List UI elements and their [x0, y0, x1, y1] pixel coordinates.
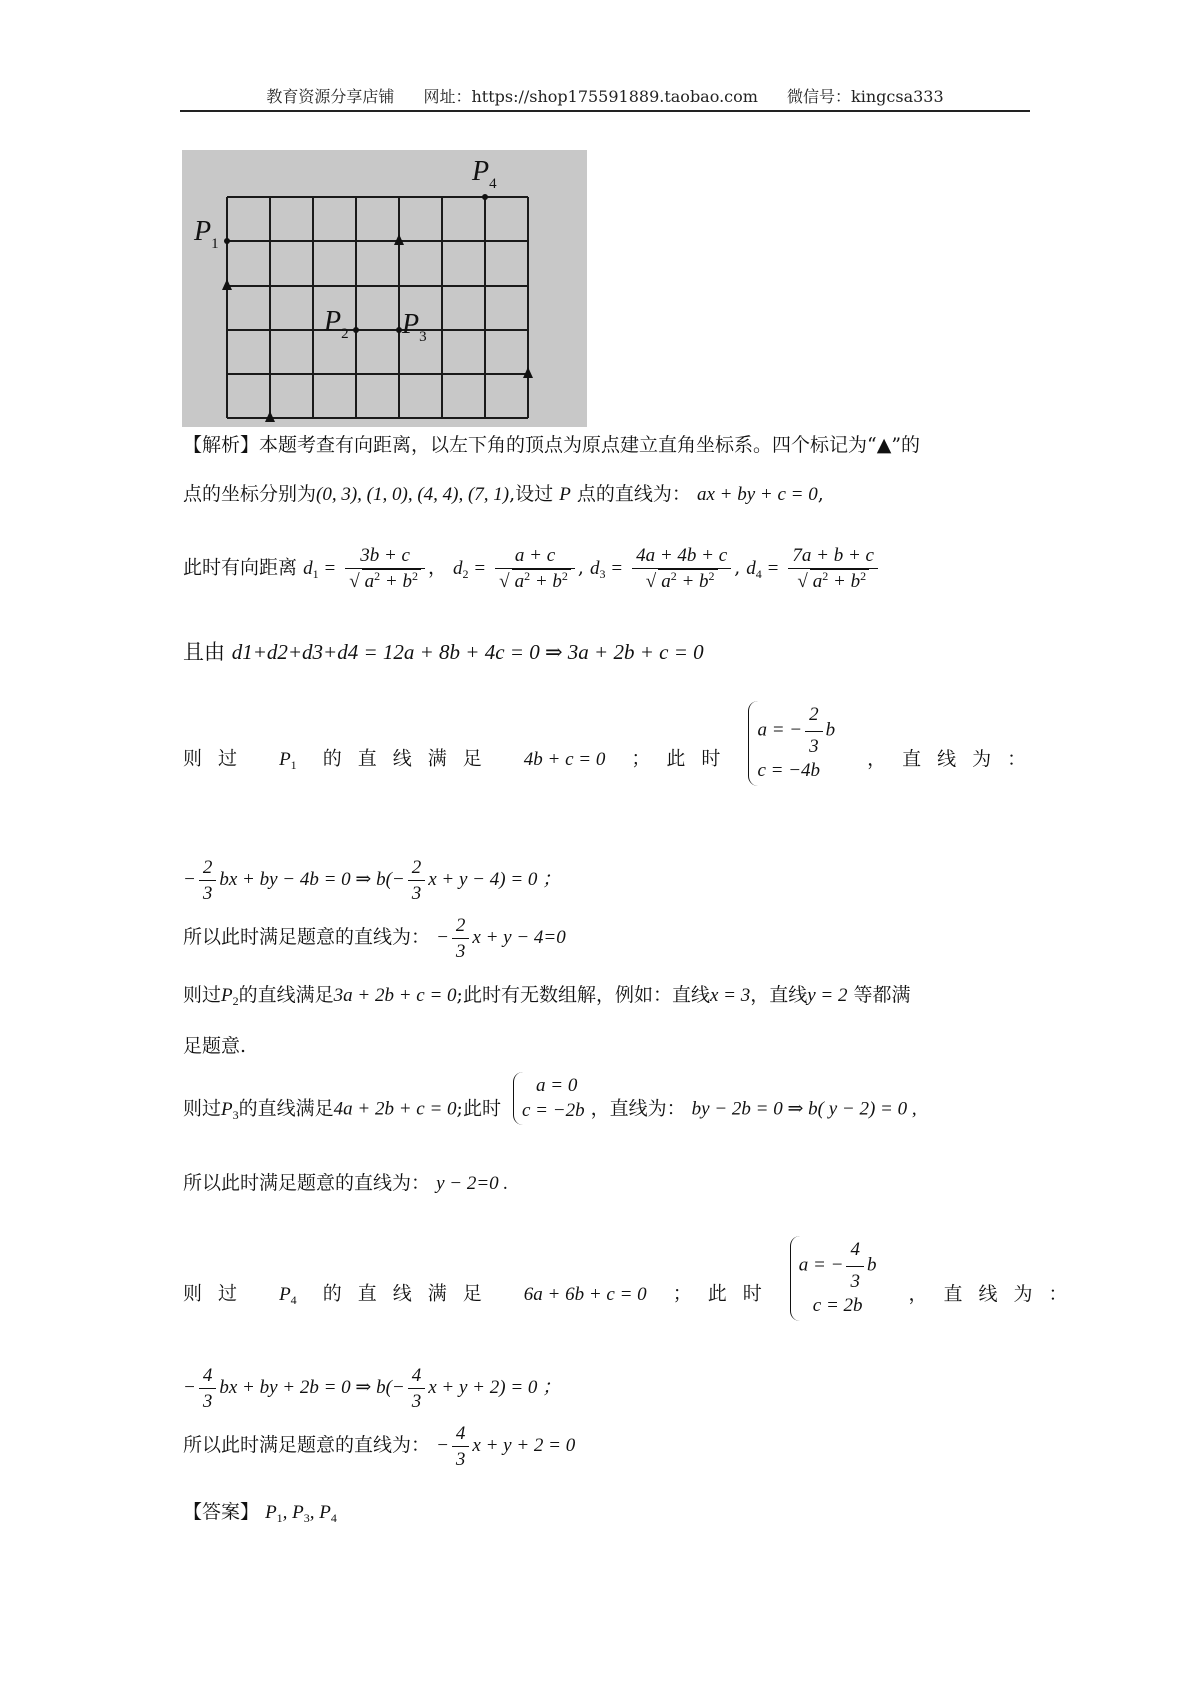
p1-tail: ，直线为： — [867, 747, 1043, 770]
triangle-marker — [265, 411, 275, 422]
analysis-line-2: 点的坐标分别为(0, 3), (1, 0), (4, 4), (7, 1),设过 P 点的直线为： ax + by + c = 0, — [183, 483, 824, 505]
p4-lead: 则过 — [183, 1282, 254, 1305]
p1-result-label: 所以此时满足题意的直线为： — [183, 925, 431, 948]
p1-lead: 则过 — [183, 747, 254, 770]
analysis-intro-2c: 点的直线为： — [576, 483, 691, 505]
p1-derive: bx + by − 4b = 0 ⇒ b(− — [219, 868, 405, 890]
line-equation: ax + by + c = 0 — [696, 484, 818, 505]
p4-condition-line: 则过 $P_4$ 的直线满足 6a + 6b + c = 0 ；此时 a = − $\frac{4}{3}$ b c = 2b ，直线为： — [183, 1268, 1084, 1321]
p3-system-c: c = −2b — [522, 1099, 585, 1121]
p2-line-1: 则过$P_2$的直线满足3a + 2b + c = 0;此时有无数组解，例如：直线x = 3，直线y = 2 等都满 — [183, 984, 911, 1008]
wechat-id: 微信号：kingcsa333 — [787, 87, 944, 106]
sum-line — [183, 642, 704, 663]
triangle-markers — [222, 234, 533, 422]
p3-condition: 4a + 2b + c = 0 — [333, 1098, 457, 1120]
p4-system: a = − $\frac{4}{3}$ b c = 2b — [790, 1236, 877, 1321]
p2-text-5: 等都满 — [853, 984, 911, 1006]
p4-result-eq: x + y + 2 = 0 — [472, 1434, 576, 1456]
p4-derive-tail: x + y + 2) = 0 ； — [428, 1376, 562, 1398]
analysis-intro-2a: 点的坐标分别为 — [183, 483, 317, 505]
p1-result-eq: x + y − 4=0 — [472, 926, 566, 948]
p4-derive: bx + by + 2b = 0 ⇒ b(− — [219, 1376, 405, 1398]
p1-now: ；此时 — [631, 747, 737, 770]
analysis-line-1 — [183, 436, 920, 455]
p1-dot — [224, 238, 230, 244]
p1-condition-line: 则过 $P_1$ 的直线满足 4b + c = 0 ；此时 a = − $\frac{2}{3}$ b c = −4b ，直线为： — [183, 733, 1042, 786]
p2-text-4: ，直线 — [750, 984, 808, 1006]
p4-tail: ，直线为： — [908, 1282, 1084, 1305]
p1-result: 所以此时满足题意的直线为： − $\frac{2}{3}$ x + y − 4=0 — [183, 915, 566, 962]
p4-label: $P_4$ — [472, 156, 497, 192]
p3-system-a: a = 0 — [536, 1075, 578, 1096]
sum-equation: d1+d2+d3+d4 = 12a + 8b + 4c = 0 ⇒ 3a + 2b + c = 0 — [231, 640, 704, 664]
website: 网址：https://shop175591889.taobao.com — [423, 87, 758, 106]
grid-lines — [227, 197, 528, 418]
p4-system-a: a = − — [798, 1254, 844, 1276]
p4-condition: 6a + 6b + c = 0 — [523, 1283, 647, 1305]
answer-line — [183, 1501, 337, 1525]
p1-derivation: − $\frac{2}{3}$ bx + by − 4b = 0 ⇒ b(− $\frac{2}{3}$ x + y − 4) = 0 ； — [183, 857, 562, 904]
p1-label: $P_1$ — [194, 216, 219, 252]
header-divider — [180, 110, 1030, 112]
p4-system-c: c = 2b — [812, 1295, 863, 1317]
distance-prefix: 此时有向距离 — [183, 556, 298, 579]
distance-formulas: 此时有向距离 $d_1$ = $\frac{3b + c}{√ a^2 + b^2}$ ， $d_2$ = $\frac{a + c}{√ a^2 + b^2}$ , $d_3$ = $\frac{4a + 4b + c}{√ a^2 + b^2}$ , $d_4$ = $\frac{7a + b + c}{√ a^2 + b^2}$ — [183, 546, 881, 591]
p4-result: 所以此时满足题意的直线为： − $\frac{4}{3}$ x + y + 2 = 0 — [183, 1423, 576, 1470]
p1-condition: 4b + c = 0 — [523, 748, 606, 770]
p2-text-2: 的直线满足 — [238, 984, 334, 1006]
answer-value: $P_1$, $P_3$, $P_4$ — [265, 1502, 337, 1525]
p4-derivation: − $\frac{4}{3}$ bx + by + 2b = 0 ⇒ b(− $\frac{4}{3}$ x + y + 2) = 0 ； — [183, 1365, 562, 1412]
p3-label: $P_3$ — [402, 309, 427, 345]
page-header — [180, 84, 1030, 107]
p4-satisfy: 的直线满足 — [322, 1282, 498, 1305]
p4-dot — [482, 194, 488, 200]
shop-name: 教育资源分享店铺 — [266, 87, 395, 106]
p3-derivation: by − 2b = 0 ⇒ b( y − 2) = 0 , — [691, 1098, 917, 1120]
p1-derive-tail: x + y − 4) = 0 ； — [428, 868, 562, 890]
triangle-marker — [394, 234, 404, 245]
marker-coords: (0, 3), (1, 0), (4, 4), (7, 1) — [316, 484, 510, 505]
p1-system-a: a = − — [757, 719, 803, 741]
p3-text-1: 则过 — [183, 1097, 222, 1120]
p3-text-4: ，直线为： — [590, 1097, 686, 1120]
p1-satisfy: 的直线满足 — [322, 747, 498, 770]
p2-line-2 — [183, 1037, 246, 1056]
grid-diagram — [182, 150, 587, 427]
p2-text-3: ;此时有无数组解，例如：直线 — [456, 984, 710, 1006]
p2-condition: 3a + 2b + c = 0 — [333, 985, 457, 1006]
answer-tag: 【答案】 — [183, 1501, 260, 1523]
p2-example-2: y = 2 — [807, 985, 848, 1006]
triangle-marker — [523, 367, 533, 378]
p3-result-label: 所以此时满足题意的直线为： — [183, 1172, 431, 1194]
p3-system — [513, 1072, 585, 1125]
p2-label: $P_2$ — [324, 306, 349, 342]
p2-text-6: 足题意. — [183, 1035, 247, 1057]
p3-result-eq: y − 2=0 . — [436, 1173, 509, 1194]
p3-text-2: 的直线满足 — [238, 1097, 334, 1120]
p4-now: ；此时 — [672, 1282, 778, 1305]
p2-dot — [353, 327, 359, 333]
analysis-tag: 【解析】 — [183, 434, 260, 456]
triangle-marker — [222, 279, 232, 290]
p4-result-label: 所以此时满足题意的直线为： — [183, 1433, 431, 1456]
p1-system-c: c = −4b — [757, 760, 821, 782]
analysis-intro-2b: ,设过 — [509, 483, 554, 505]
sum-prefix: 且由 — [183, 640, 225, 664]
p3-text-3: ;此时 — [456, 1097, 501, 1120]
point-p: P — [559, 484, 571, 505]
p1-system: a = − $\frac{2}{3}$ b c = −4b — [748, 701, 835, 786]
p3-line-1: 则过$P_3$的直线满足4a + 2b + c = 0;此时 a = 0 c = −2b ，直线为： by − 2b = 0 ⇒ b( y − 2) = 0 , — [183, 1094, 917, 1125]
p3-result — [183, 1174, 508, 1193]
p2-text-1: 则过 — [183, 984, 222, 1006]
grid-figure — [182, 150, 587, 427]
analysis-intro-1: 本题考查有向距离，以左下角的顶点为原点建立直角坐标系。四个标记为“▲”的 — [259, 434, 921, 456]
p2-example-1: x = 3 — [709, 985, 751, 1006]
